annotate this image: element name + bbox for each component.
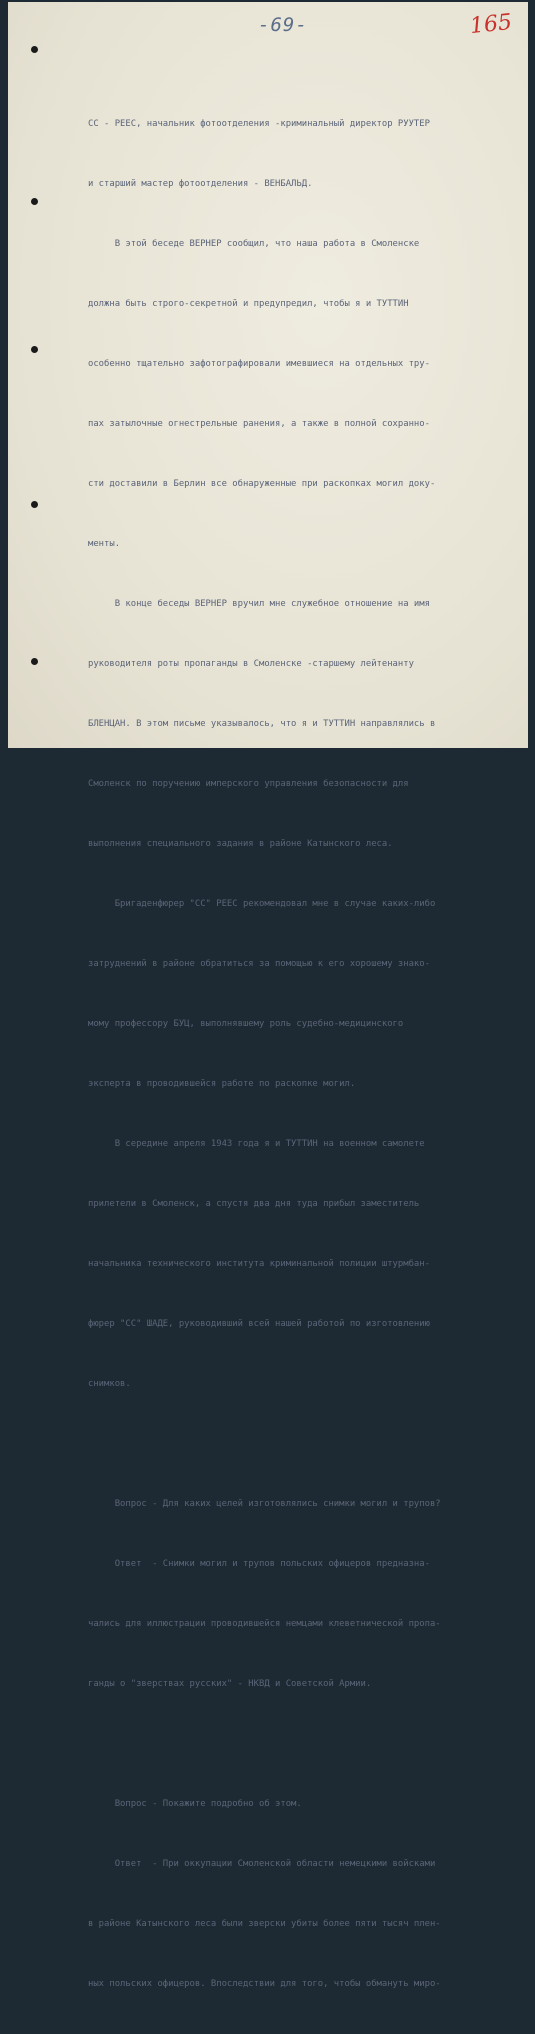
text-line: СС - РЕЕС, начальник фотоотделения -криминальный директор РУУТЕР	[88, 119, 430, 129]
text-line: эксперта в проводившейся работе по раскопке могил.	[88, 1079, 356, 1089]
document-page	[8, 2, 528, 1989]
text-line: пах затылочные огнестрельные ранения, а также в полной сохранно-	[88, 419, 430, 429]
text-line: начальника технического института криминальной полиции штурмбан-	[88, 1259, 430, 1269]
page-number: -69-	[258, 14, 308, 36]
text-line: должна быть строго-секретной и предупредил, чтобы я и ТУТТИН	[88, 299, 409, 309]
text-line: В конце беседы ВЕРНЕР вручил мне служебное отношение на имя	[88, 599, 430, 609]
text-line: мому профессору БУЦ, выполнявшему роль судебно-медицинского	[88, 1019, 404, 1029]
text-line: и старший мастер фотоотделения - ВЕНБАЛЬД.	[88, 179, 313, 189]
text-line: Бригаденфюрер "СС" РЕЕС рекомендовал мне в случае каких-либо	[88, 899, 436, 909]
text-line: ганды о "зверствах русских" - НКВД и Советской Армии.	[88, 1679, 372, 1689]
punch-hole	[31, 46, 38, 53]
text-line: БЛЕНЦАН. В этом письме указывалось, что я и ТУТТИН направлялись в	[88, 719, 436, 729]
answer-line: Ответ - При оккупации Смоленской области немецкими войсками	[88, 1859, 436, 1869]
punch-hole	[31, 198, 38, 205]
document-text	[88, 74, 528, 2034]
text-line: выполнения специального задания в районе Катынского леса.	[88, 839, 393, 849]
text-line	[88, 1734, 528, 1754]
text-line: В середине апреля 1943 года я и ТУТТИН на военном самолете	[88, 1139, 425, 1149]
text-line	[88, 1434, 528, 1454]
text-line: фюрер "СС" ШАДЕ, руководивший всей нашей работой по изготовлению	[88, 1319, 430, 1329]
text-line: руководителя роты пропаганды в Смоленске -старшему лейтенанту	[88, 659, 414, 669]
text-line: прилетели в Смоленск, а спустя два дня туда прибыл заместитель	[88, 1199, 420, 1209]
question-line: Вопрос - Покажите подробно об этом.	[88, 1799, 302, 1809]
archive-page-number: 165	[468, 9, 514, 40]
text-line: в районе Катынского леса были зверски убиты более пяти тысяч плен-	[88, 1919, 441, 1929]
answer-line: Ответ - Снимки могил и трупов польских офицеров предназна-	[88, 1559, 430, 1569]
question-line: Вопрос - Для каких целей изготовлялись снимки могил и трупов?	[88, 1499, 441, 1509]
text-line: ных польских офицеров. Впоследствии для того, чтобы обмануть миро-	[88, 1979, 441, 1989]
text-line: затруднений в районе обратиться за помощью к его хорошему знако-	[88, 959, 430, 969]
punch-hole	[31, 346, 38, 353]
text-line: снимков.	[88, 1379, 131, 1389]
text-line: В этой беседе ВЕРНЕР сообщил, что наша работа в Смоленске	[88, 239, 420, 249]
punch-hole	[31, 501, 38, 508]
punch-hole	[31, 658, 38, 665]
text-line: сти доставили в Берлин все обнаруженные при раскопках могил доку-	[88, 479, 436, 489]
text-line: менты.	[88, 539, 121, 549]
text-line: Смоленск по поручению имперского управления безопасности для	[88, 779, 409, 789]
text-line: чались для иллюстрации проводившейся немцами клеветнической пропа-	[88, 1619, 441, 1629]
text-line: особенно тщательно зафотографировали имевшиеся на отдельных тру-	[88, 359, 430, 369]
